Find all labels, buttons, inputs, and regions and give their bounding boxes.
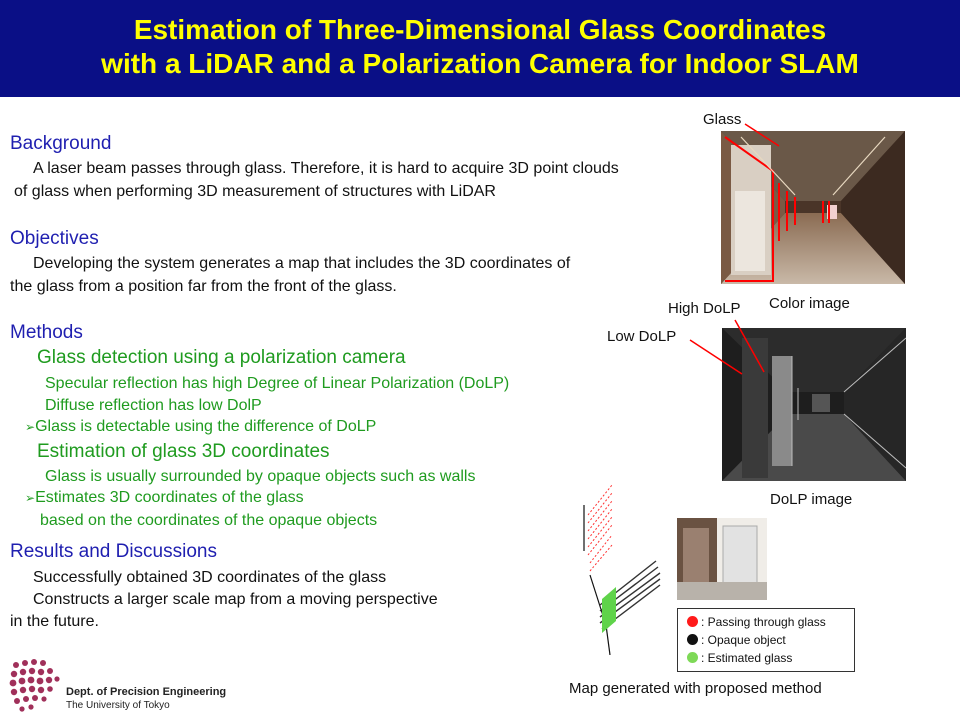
background-text-2: of glass when performing 3D measurement of structures with LiDAR xyxy=(14,183,496,200)
title-line-1: Estimation of Three-Dimensional Glass Coordinates xyxy=(133,14,827,45)
methods-sub2-heading: Estimation of glass 3D coordinates xyxy=(37,441,330,462)
glass-label: Glass xyxy=(703,111,742,128)
background-heading: Background xyxy=(10,133,112,154)
map-legend xyxy=(677,608,855,672)
methods-sub1-heading: Glass detection using a polarization camera xyxy=(37,347,406,368)
results-text-2: Constructs a larger scale map from a moving perspective xyxy=(33,591,438,608)
legend-item-estimated-glass: : Estimated glass xyxy=(687,651,792,665)
results-text-1: Successfully obtained 3D coordinates of the glass xyxy=(33,569,387,586)
logo-university: The University of Tokyo xyxy=(66,700,170,711)
black-dot-icon xyxy=(687,634,698,645)
methods-sub1-bullet: ➢Glass is detectable using the difference of DoLP xyxy=(25,418,377,435)
dolp-image-caption: DoLP image xyxy=(770,491,853,508)
red-dot-icon xyxy=(687,616,698,627)
results-heading: Results and Discussions xyxy=(10,541,217,562)
results-text-3: in the future. xyxy=(10,613,99,630)
legend-item-passing-glass: : Passing through glass xyxy=(687,615,826,629)
legend-item-opaque: : Opaque object xyxy=(687,633,786,647)
university-logo-icon xyxy=(6,657,64,713)
low-dolp-label: Low DoLP xyxy=(607,328,677,345)
map-reference-photo xyxy=(677,518,767,600)
logo-department: Dept. of Precision Engineering xyxy=(66,686,227,698)
objectives-heading: Objectives xyxy=(10,228,99,249)
title-banner xyxy=(0,0,960,97)
green-dot-icon xyxy=(687,652,698,663)
title-line-2: with a LiDAR and a Polarization Camera for Indoor SLAM xyxy=(101,48,859,79)
glass-pointer-line xyxy=(721,118,781,148)
color-image-caption: Color image xyxy=(769,295,850,312)
map-caption: Map generated with proposed method xyxy=(569,680,822,697)
high-dolp-label: High DoLP xyxy=(668,300,741,317)
bullet-arrow-icon: ➢ xyxy=(25,491,36,505)
methods-sub2-bullet: ➢Estimates 3D coordinates of the glass xyxy=(25,489,304,506)
map-point-cloud xyxy=(570,475,670,655)
objectives-text-2: the glass from a position far from the front of the glass. xyxy=(10,278,397,295)
methods-sub2-text-1: Glass is usually surrounded by opaque objects such as walls xyxy=(45,468,476,485)
methods-sub2-text-2: based on the coordinates of the opaque objects xyxy=(40,512,378,529)
methods-sub1-text-1: Specular reflection has high Degree of Linear Polarization (DoLP) xyxy=(45,375,510,392)
background-text-1: A laser beam passes through glass. Therefore, it is hard to acquire 3D point clouds xyxy=(33,160,619,177)
objectives-text-1: Developing the system generates a map that includes the 3D coordinates of xyxy=(33,255,571,272)
bullet-arrow-icon: ➢ xyxy=(25,420,36,434)
methods-sub1-text-2: Diffuse reflection has low DolP xyxy=(45,397,262,414)
color-image xyxy=(721,131,905,284)
dolp-pointer-lines xyxy=(680,318,770,378)
methods-heading: Methods xyxy=(10,322,83,343)
